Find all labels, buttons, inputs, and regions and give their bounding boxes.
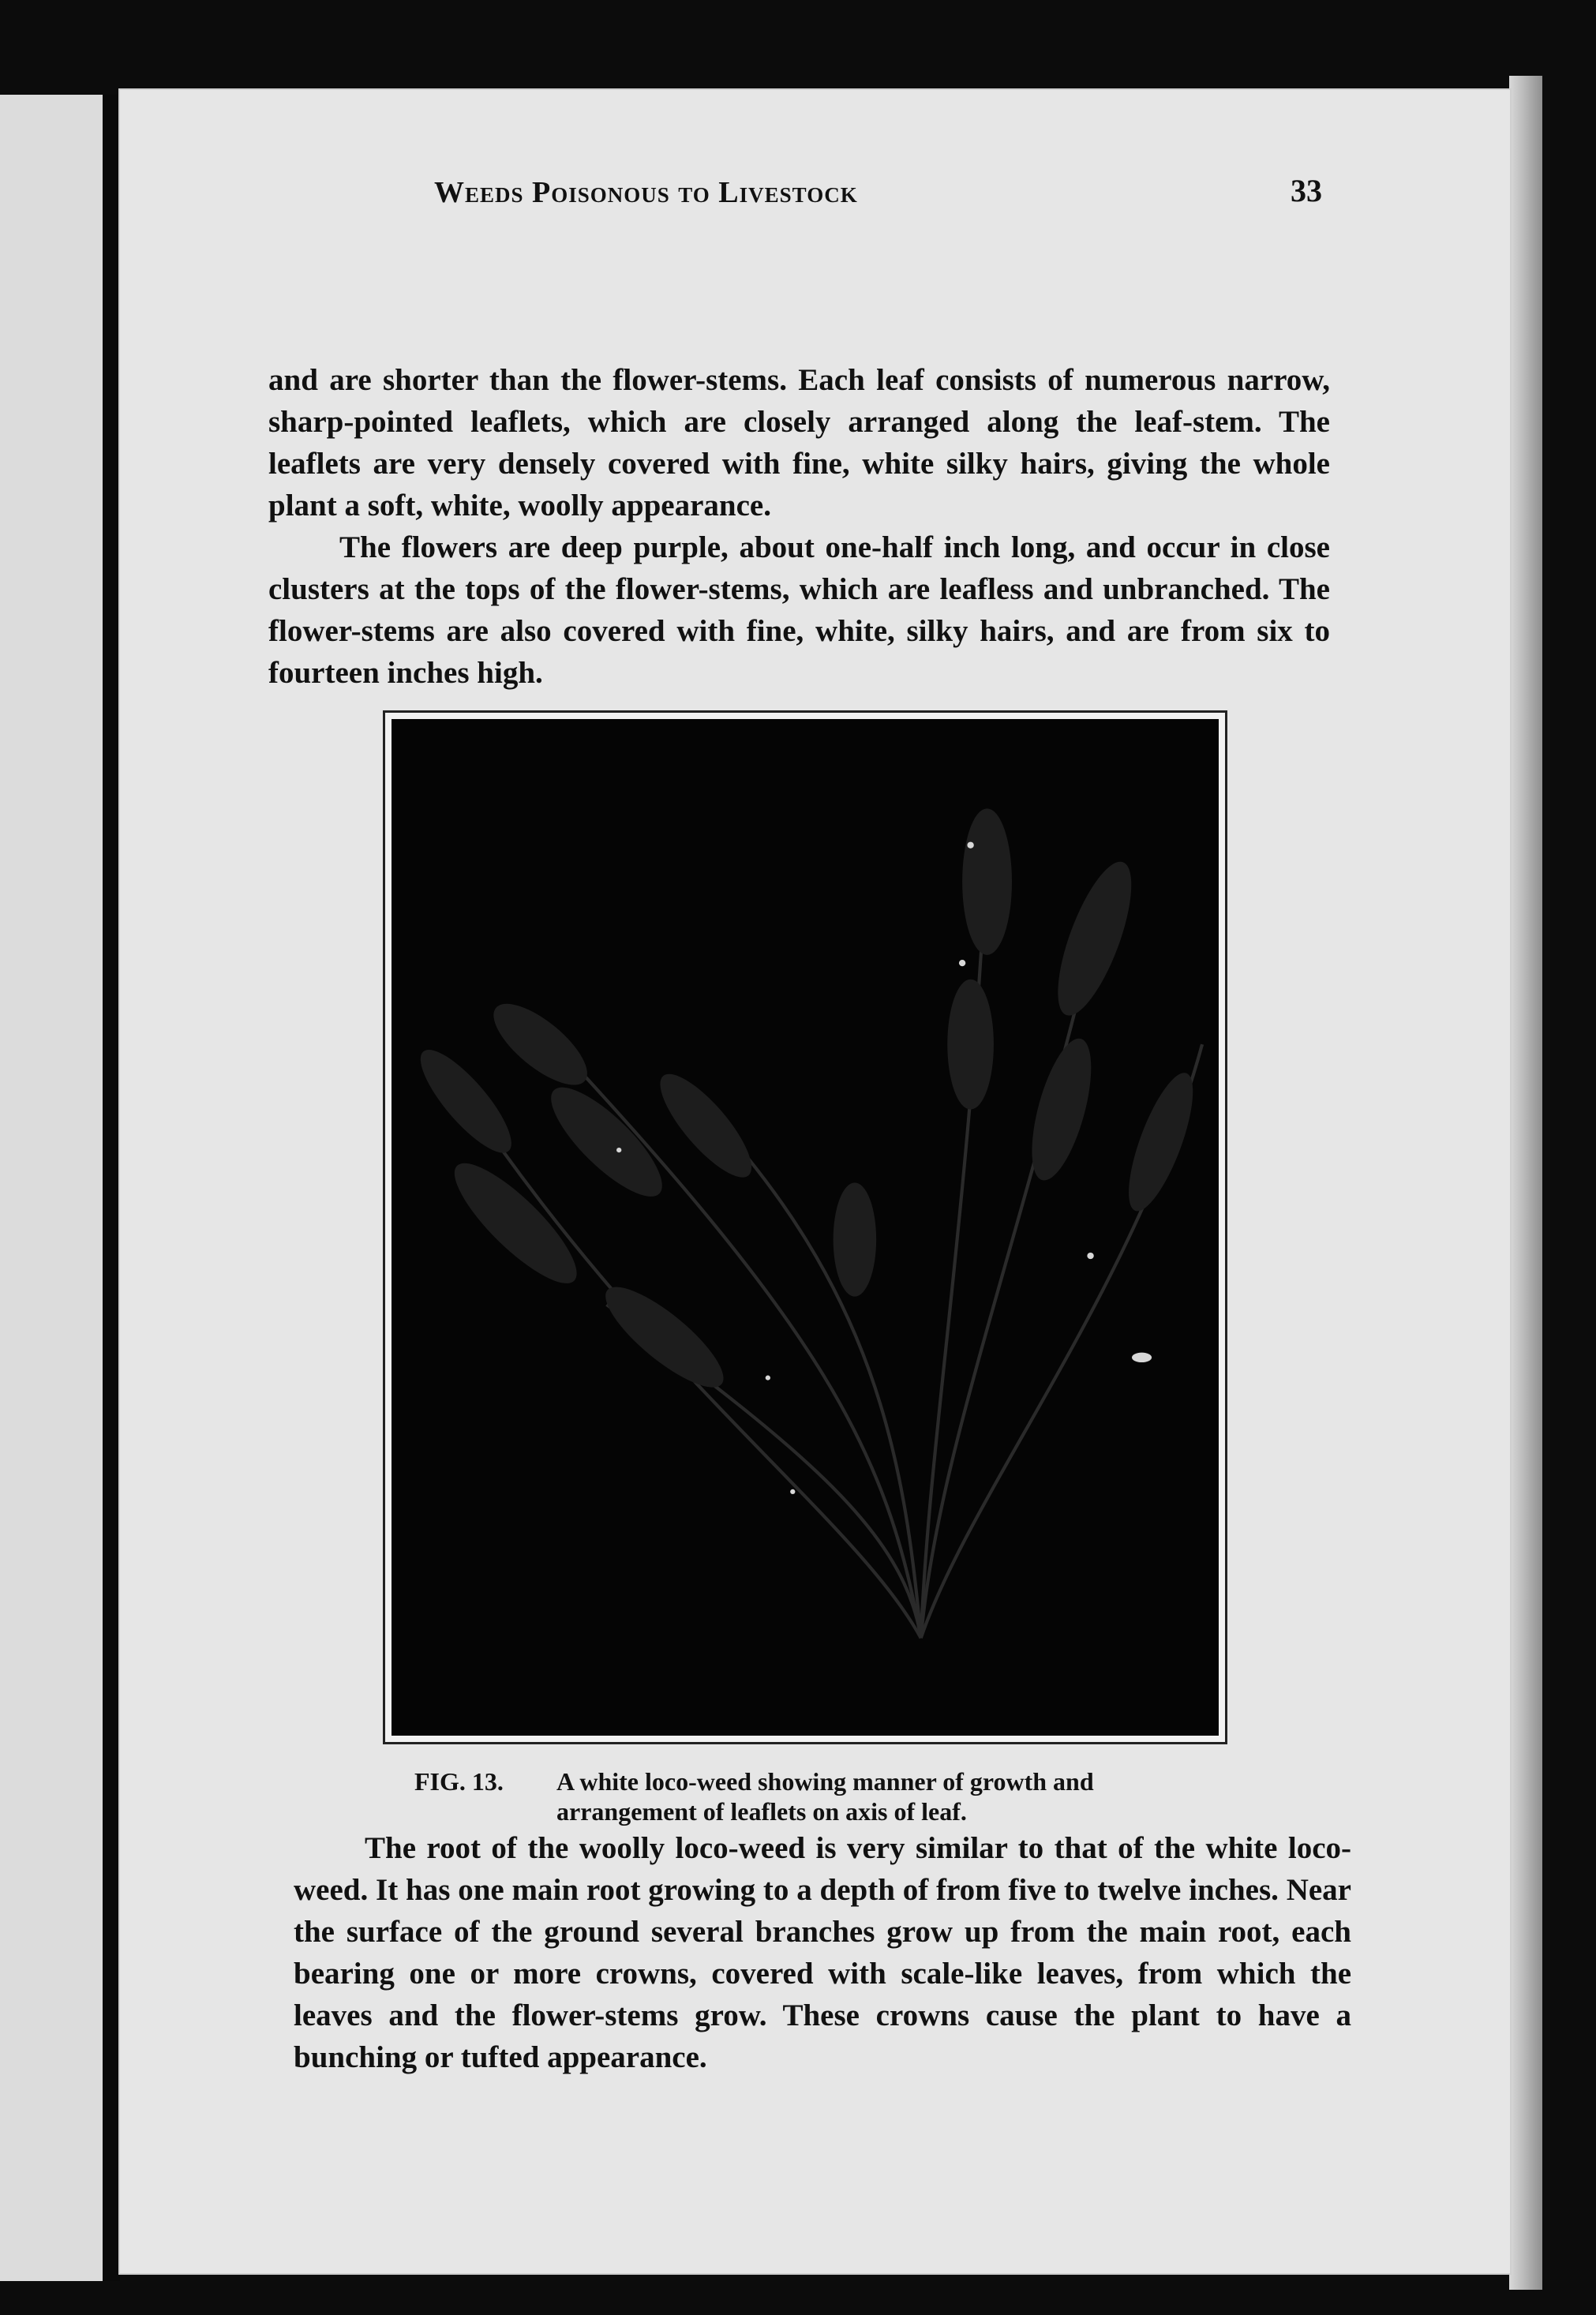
body-paragraph-3: The root of the woolly loco-weed is very similar to that of the white loco-weed. It has one main root growing to a depth of from five to twelve inches. Near the surface of the ground several branches grow up from the main root, each bearing one or more crowns, covered with scale-like leaves, from which the leaves and the flower-stems grow. These crowns cause the plant to have a bunching or tufted appearance. — [294, 1831, 1351, 2074]
figure-caption — [414, 1766, 1283, 1826]
facing-page-edge — [0, 95, 104, 2281]
caption-text-1: A white loco-weed showing manner of growth and — [556, 1767, 1094, 1796]
running-head: Weeds Poisonous to Livestock — [434, 176, 858, 209]
page-number: 33 — [1291, 173, 1322, 208]
paragraph-2-text: The flowers are deep purple, about one-half inch long, and occur in close clusters at the tops of the flower-stems, which are leafless and unbranched. The flower-stems are also covered with fine, white, silky hairs, and are from six to fourteen inches high. — [268, 530, 1330, 690]
loco-weed-photo — [392, 719, 1219, 1736]
loco-weed-illustration — [392, 719, 1219, 1736]
figure-13-frame — [383, 710, 1227, 1744]
figure-label: FIG. 13. — [414, 1767, 504, 1796]
page-stack-edge — [1509, 76, 1542, 2290]
body-paragraph-1 — [268, 359, 1330, 694]
caption-text-2: arrangement of leaflets on axis of leaf. — [556, 1797, 967, 1826]
book-binding — [103, 95, 120, 2281]
paragraph-1-text: and are shorter than the flower-stems. Each leaf consists of numerous narrow, sharp-pointed leaflets, which are closely arranged along the leaf-stem. The leaflets are very densely covered with fine, white silky hairs, giving the whole plant a soft, white, woolly appearance. — [268, 363, 1330, 523]
caption-line-1 — [414, 1766, 1283, 1796]
